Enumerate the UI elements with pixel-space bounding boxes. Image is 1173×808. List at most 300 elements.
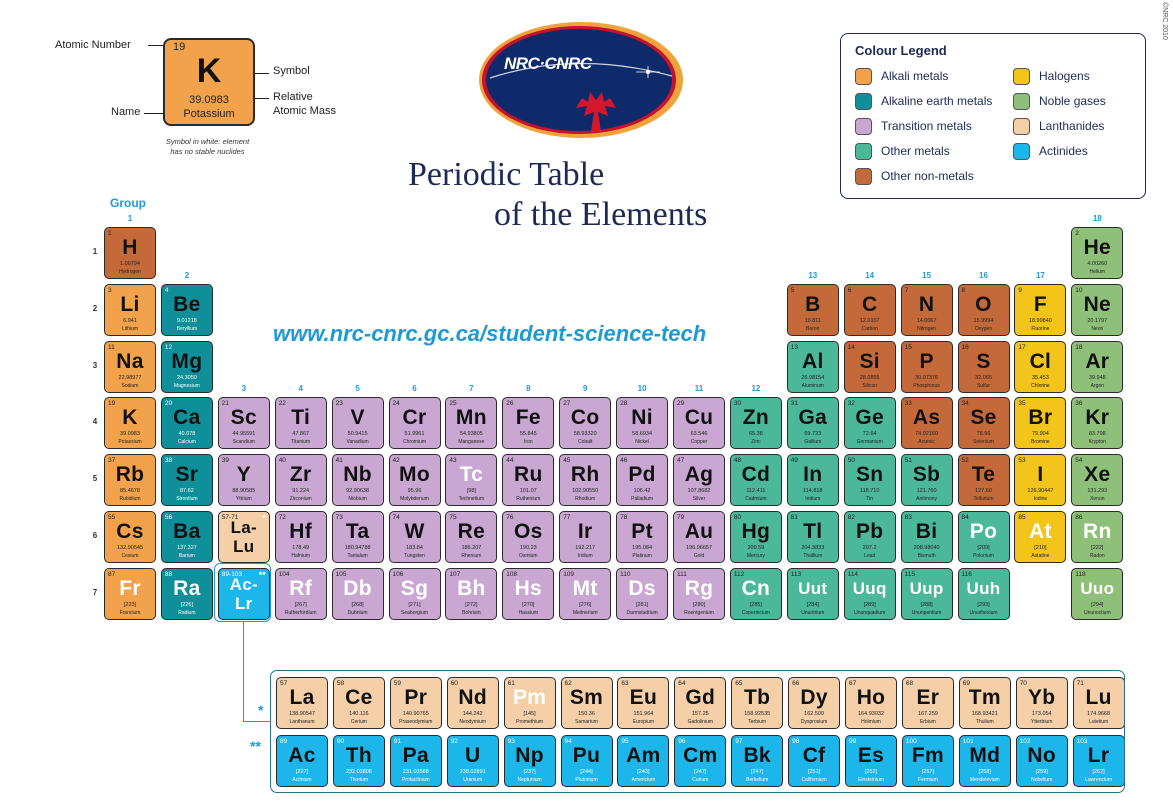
element-cell-rh[interactable] bbox=[559, 454, 611, 506]
colour-legend bbox=[840, 33, 1146, 199]
element-cell-se[interactable] bbox=[958, 397, 1010, 449]
atomic-number: 56 bbox=[164, 514, 173, 521]
element-name: Lutetium bbox=[1089, 719, 1109, 725]
element-name: Manganese bbox=[458, 439, 485, 446]
element-cell-o[interactable] bbox=[958, 284, 1010, 336]
element-name: Polonium bbox=[973, 553, 994, 559]
element-cell-ag[interactable] bbox=[673, 454, 725, 506]
element-name: Actinium bbox=[292, 777, 312, 783]
element-cell-ti[interactable] bbox=[275, 397, 327, 449]
element-cell-ds[interactable] bbox=[616, 568, 668, 620]
element-name: Lawrencium bbox=[1085, 777, 1113, 783]
element-name: Fermium bbox=[918, 777, 938, 783]
element-cell-bi[interactable] bbox=[901, 511, 953, 563]
element-name: Ununoctium bbox=[1083, 609, 1111, 616]
element-cell-rn[interactable] bbox=[1071, 511, 1123, 563]
element-name: Aluminum bbox=[801, 382, 824, 389]
element-cell-hf[interactable] bbox=[275, 511, 327, 563]
atomic-mass: 58.93320 bbox=[573, 431, 597, 438]
atomic-number: 22 bbox=[278, 400, 286, 408]
atomic-mass: 164.93032 bbox=[858, 711, 884, 717]
series-ref-marker: ** bbox=[258, 569, 266, 580]
atomic-number: 79 bbox=[677, 514, 685, 521]
atomic-mass: [267] bbox=[294, 601, 307, 608]
group-number: 13 bbox=[808, 270, 818, 280]
atomic-number: 86 bbox=[1075, 514, 1083, 521]
element-cell-ne[interactable] bbox=[1071, 284, 1123, 336]
atomic-mass: 20.1797 bbox=[1087, 317, 1108, 324]
page-title-line2: of the Elements bbox=[494, 196, 708, 233]
atomic-mass: 158.92535 bbox=[744, 711, 771, 717]
element-symbol: Ag bbox=[684, 463, 714, 487]
element-cell-n[interactable] bbox=[901, 284, 953, 336]
logo-graphic bbox=[476, 20, 690, 144]
element-name: Astatine bbox=[1031, 553, 1050, 559]
atomic-number: 33 bbox=[904, 400, 912, 408]
period-number: 1 bbox=[92, 247, 98, 256]
element-cell-uuo[interactable] bbox=[1071, 568, 1123, 620]
element-symbol: Lu bbox=[1085, 686, 1112, 709]
atomic-mass: 144.242 bbox=[462, 711, 483, 717]
group-number: 18 bbox=[1092, 214, 1102, 223]
atomic-mass: [223] bbox=[123, 601, 137, 608]
atomic-mass: 106.42 bbox=[633, 488, 651, 495]
element-symbol: In bbox=[803, 463, 823, 487]
group-number: 3 bbox=[241, 384, 247, 394]
atomic-mass: 102.90550 bbox=[572, 488, 599, 495]
element-cell-rg[interactable] bbox=[673, 568, 725, 620]
element-symbol: Cn bbox=[741, 576, 771, 600]
element-symbol: Ga bbox=[798, 406, 828, 430]
atomic-number: 81 bbox=[790, 514, 799, 521]
element-cell-h[interactable] bbox=[104, 227, 156, 279]
atomic-mass: 85.4678 bbox=[120, 488, 140, 495]
element-symbol: Y bbox=[236, 463, 251, 487]
element-cell-y[interactable] bbox=[218, 454, 270, 506]
element-cell-os[interactable] bbox=[502, 511, 554, 563]
atomic-number: 12 bbox=[164, 343, 173, 351]
element-name: Nickel bbox=[635, 439, 649, 446]
atomic-number: 91 bbox=[393, 738, 402, 745]
element-name: Silicon bbox=[862, 382, 878, 389]
element-symbol: Ra bbox=[173, 576, 201, 600]
element-cell-br[interactable] bbox=[1014, 397, 1066, 449]
element-symbol: Na bbox=[116, 349, 144, 373]
group-label: Group bbox=[110, 196, 146, 210]
element-cell-rb[interactable] bbox=[104, 454, 156, 506]
element-cell-tc[interactable] bbox=[445, 454, 497, 506]
atomic-mass: 10.811 bbox=[804, 317, 821, 324]
element-cell-uup[interactable] bbox=[901, 568, 953, 620]
element-symbol: Pa bbox=[402, 744, 429, 767]
atomic-number: 93 bbox=[507, 738, 515, 745]
element-name: Berkelium bbox=[746, 777, 769, 783]
legend-swatch bbox=[1013, 68, 1030, 85]
atomic-number: 37 bbox=[108, 457, 116, 465]
element-cell-f[interactable] bbox=[1014, 284, 1066, 336]
element-cell-p[interactable] bbox=[901, 341, 953, 393]
atomic-mass: 69.723 bbox=[804, 431, 822, 438]
element-symbol: Br bbox=[1028, 406, 1053, 430]
element-cell-hg[interactable] bbox=[730, 511, 782, 563]
element-name: Zirconium bbox=[289, 496, 312, 503]
legend-swatch bbox=[1013, 143, 1030, 160]
atomic-number: 82 bbox=[847, 514, 855, 521]
atomic-mass: 40.078 bbox=[178, 431, 196, 438]
element-symbol: Cs bbox=[116, 520, 144, 543]
atomic-number: 80 bbox=[733, 514, 742, 521]
legend-label: Other metals bbox=[881, 144, 950, 158]
element-cell-rf[interactable] bbox=[275, 568, 327, 620]
atomic-mass: 58.6934 bbox=[632, 431, 653, 438]
atomic-number: 111 bbox=[677, 570, 687, 578]
element-symbol: Li bbox=[120, 292, 140, 316]
element-cell-v[interactable] bbox=[332, 397, 384, 449]
atomic-mass: 18.99840 bbox=[1028, 317, 1052, 324]
element-cell-ir[interactable] bbox=[559, 511, 611, 563]
element-cell-w[interactable] bbox=[389, 511, 441, 563]
element-name: Hafnium bbox=[291, 553, 310, 559]
element-symbol: Pm bbox=[512, 686, 547, 709]
element-symbol: Ti bbox=[291, 406, 311, 430]
atomic-mass: 87.62 bbox=[180, 488, 194, 495]
atomic-mass: 6.941 bbox=[123, 317, 137, 324]
element-cell-he[interactable] bbox=[1071, 227, 1123, 279]
element-symbol: B bbox=[805, 292, 821, 316]
atomic-number: 27 bbox=[563, 400, 571, 408]
actinide-connector bbox=[243, 622, 244, 721]
element-symbol: Sc bbox=[230, 406, 257, 430]
element-symbol: V bbox=[350, 406, 365, 430]
element-cell-ar[interactable] bbox=[1071, 341, 1123, 393]
element-name: Thulium bbox=[975, 719, 994, 725]
element-symbol: No bbox=[1027, 744, 1056, 767]
element-symbol: Cl bbox=[1029, 349, 1052, 373]
atomic-number: 25 bbox=[449, 400, 457, 408]
element-symbol: Si bbox=[859, 349, 880, 373]
element-name: Copernicium bbox=[741, 609, 770, 616]
element-cell-b[interactable] bbox=[787, 284, 839, 336]
element-symbol: Bi bbox=[915, 520, 938, 543]
element-cell-zr[interactable] bbox=[275, 454, 327, 506]
atomic-number: 42 bbox=[392, 457, 400, 465]
element-symbol: Rn bbox=[1083, 520, 1112, 543]
atomic-mass: 9.01218 bbox=[176, 317, 197, 324]
element-cell-zn[interactable] bbox=[730, 397, 782, 449]
element-cell-in[interactable] bbox=[787, 454, 839, 506]
atomic-mass: 178.49 bbox=[292, 545, 310, 551]
atomic-number: 3 bbox=[108, 286, 112, 294]
element-cell-cr[interactable] bbox=[389, 397, 441, 449]
element-symbol: Rh bbox=[570, 463, 600, 487]
key-note-line1: Symbol in white: element bbox=[165, 137, 250, 146]
element-name: Oxygen bbox=[974, 325, 993, 332]
element-cell-ni[interactable] bbox=[616, 397, 668, 449]
element-cell-ge[interactable] bbox=[844, 397, 896, 449]
element-cell-k[interactable] bbox=[104, 397, 156, 449]
key-arrow bbox=[144, 113, 164, 114]
element-name: Cobalt bbox=[577, 439, 593, 446]
element-cell-mg[interactable] bbox=[161, 341, 213, 393]
element-symbol: Er bbox=[916, 686, 940, 709]
atomic-number: 64 bbox=[678, 680, 686, 687]
element-cell-la-lu[interactable] bbox=[218, 511, 270, 563]
element-cell-sr[interactable] bbox=[161, 454, 213, 506]
element-name: Meitnerium bbox=[572, 609, 598, 616]
element-name: Fluorine bbox=[1031, 325, 1050, 332]
element-symbol: Ru bbox=[514, 463, 543, 487]
element-cell-sc[interactable] bbox=[218, 397, 270, 449]
element-cell-cl[interactable] bbox=[1014, 341, 1066, 393]
element-name: Cerium bbox=[350, 719, 367, 725]
element-cell-hs[interactable] bbox=[502, 568, 554, 620]
element-cell-s[interactable] bbox=[958, 341, 1010, 393]
element-name: Lanthanum bbox=[289, 719, 315, 725]
element-name: Neptunium bbox=[517, 777, 542, 783]
element-cell-po[interactable] bbox=[958, 511, 1010, 563]
element-name: Darmstadtium bbox=[626, 609, 658, 616]
element-cell-li[interactable] bbox=[104, 284, 156, 336]
element-name: Ununquadium bbox=[854, 609, 886, 616]
element-cell-cs[interactable] bbox=[104, 511, 156, 563]
element-cell-sn[interactable] bbox=[844, 454, 896, 506]
element-symbol: Db bbox=[343, 576, 372, 600]
element-symbol: Ce bbox=[345, 686, 373, 709]
element-cell-uut[interactable] bbox=[787, 568, 839, 620]
element-symbol: Pb bbox=[855, 520, 884, 543]
atomic-mass: [247] bbox=[751, 769, 764, 775]
atomic-number: 106 bbox=[392, 570, 404, 578]
element-cell-cd[interactable] bbox=[730, 454, 782, 506]
element-name: Carbon bbox=[861, 325, 878, 332]
element-cell-tl[interactable] bbox=[787, 511, 839, 563]
element-cell-na[interactable] bbox=[104, 341, 156, 393]
element-cell-fr[interactable] bbox=[104, 568, 156, 620]
atomic-number: 13 bbox=[790, 343, 799, 351]
atomic-mass: [294] bbox=[1091, 601, 1104, 608]
element-cell-mo[interactable] bbox=[389, 454, 441, 506]
element-cell-ba[interactable] bbox=[161, 511, 213, 563]
element-cell-mn[interactable] bbox=[445, 397, 497, 449]
atomic-mass: 54.93805 bbox=[459, 431, 483, 438]
atomic-mass: 78.96 bbox=[976, 431, 991, 438]
element-cell-bh[interactable] bbox=[445, 568, 497, 620]
atomic-number: 74 bbox=[392, 514, 400, 521]
atomic-mass: 231.03588 bbox=[402, 769, 429, 775]
atomic-number: 4 bbox=[164, 286, 169, 294]
element-cell-ga[interactable] bbox=[787, 397, 839, 449]
element-symbol: N bbox=[918, 292, 935, 316]
element-cell-db[interactable] bbox=[332, 568, 384, 620]
element-name: Chromium bbox=[402, 439, 427, 446]
element-cell-re[interactable] bbox=[445, 511, 497, 563]
legend-swatch bbox=[855, 68, 872, 85]
element-cell-c[interactable] bbox=[844, 284, 896, 336]
element-name: Samarium bbox=[575, 719, 598, 725]
element-symbol: La- Lu bbox=[230, 518, 257, 556]
legend-label: Alkali metals bbox=[881, 69, 949, 83]
element-cell-uuq[interactable] bbox=[844, 568, 896, 620]
atomic-mass: 232.03806 bbox=[345, 769, 372, 775]
element-cell-pb[interactable] bbox=[844, 511, 896, 563]
group-number: 8 bbox=[526, 384, 531, 394]
key-symbol-label: Symbol bbox=[273, 65, 310, 77]
element-cell-pd[interactable] bbox=[616, 454, 668, 506]
atomic-number: 107 bbox=[449, 570, 461, 578]
element-name: Copper bbox=[690, 439, 708, 446]
atomic-mass: 204.3833 bbox=[801, 545, 825, 551]
atomic-number: 28 bbox=[620, 400, 628, 408]
atomic-number: 77 bbox=[563, 514, 571, 521]
legend-swatch bbox=[1013, 118, 1030, 135]
atomic-number: 18 bbox=[1075, 343, 1083, 351]
element-cell-fe[interactable] bbox=[502, 397, 554, 449]
element-symbol: Pu bbox=[572, 744, 601, 767]
element-name: Bromine bbox=[1031, 439, 1050, 446]
atomic-number: 53 bbox=[1018, 457, 1026, 465]
atomic-mass: 132.90545 bbox=[117, 545, 143, 551]
period-number: 3 bbox=[92, 360, 98, 370]
atomic-mass: [226] bbox=[180, 601, 193, 608]
element-name: Hydrogen bbox=[119, 269, 141, 275]
element-symbol: Uut bbox=[798, 578, 828, 598]
atomic-mass: 92.90638 bbox=[346, 488, 370, 495]
element-symbol: Hf bbox=[289, 520, 313, 543]
element-cell-ru[interactable] bbox=[502, 454, 554, 506]
atomic-mass: 151.964 bbox=[633, 711, 654, 717]
element-cell-si[interactable] bbox=[844, 341, 896, 393]
actinide-ref-frame bbox=[214, 563, 271, 622]
element-symbol: Uuq bbox=[852, 578, 887, 598]
element-name: Rhodium bbox=[575, 496, 596, 503]
atomic-number: 118 bbox=[1075, 570, 1086, 578]
element-cell-be[interactable] bbox=[161, 284, 213, 336]
element-cell-kr[interactable] bbox=[1071, 397, 1123, 449]
element-name: Francium bbox=[119, 609, 141, 616]
element-name: Cadmium bbox=[745, 496, 767, 503]
atomic-number: 50 bbox=[847, 457, 855, 465]
element-name: Nitrogen bbox=[917, 325, 937, 332]
element-name: Hassium bbox=[518, 609, 539, 616]
atomic-mass: 186.207 bbox=[461, 545, 482, 551]
atomic-mass: [271] bbox=[408, 601, 421, 608]
element-symbol: Zn bbox=[742, 406, 770, 430]
group-number: 7 bbox=[469, 384, 474, 394]
atomic-number: 23 bbox=[335, 400, 343, 408]
element-name: Mercury bbox=[746, 553, 765, 559]
atomic-number: 24 bbox=[392, 400, 400, 408]
atomic-mass: [259] bbox=[1035, 769, 1048, 775]
atomic-mass: 196.96657 bbox=[686, 545, 712, 551]
element-name: Californium bbox=[801, 777, 827, 783]
atomic-mass: 157.25 bbox=[691, 711, 709, 717]
period-number: 7 bbox=[92, 587, 98, 597]
atomic-mass: 192.217 bbox=[575, 545, 596, 551]
element-cell-te[interactable] bbox=[958, 454, 1010, 506]
atomic-mass: 91.224 bbox=[292, 488, 310, 495]
atomic-mass: 12.0107 bbox=[859, 317, 880, 324]
element-symbol: Rg bbox=[684, 576, 714, 600]
logo-text: NRC·CNRC bbox=[504, 54, 592, 73]
legend-label: Alkaline earth metals bbox=[881, 94, 993, 108]
atomic-number: 104 bbox=[278, 570, 290, 578]
element-symbol: Co bbox=[570, 406, 600, 430]
atomic-number: 90 bbox=[336, 738, 345, 745]
atomic-mass: 79.904 bbox=[1031, 431, 1049, 438]
element-cell-ca[interactable] bbox=[161, 397, 213, 449]
element-cell-i[interactable] bbox=[1014, 454, 1066, 506]
element-cell-pt[interactable] bbox=[616, 511, 668, 563]
element-cell-mt[interactable] bbox=[559, 568, 611, 620]
element-cell-ra[interactable] bbox=[161, 568, 213, 620]
atomic-number: 60 bbox=[450, 680, 458, 687]
atomic-mass: [293] bbox=[977, 601, 990, 608]
atomic-mass: 167.259 bbox=[917, 711, 938, 717]
element-cell-sg[interactable] bbox=[389, 568, 441, 620]
element-cell-ta[interactable] bbox=[332, 511, 384, 563]
atomic-number: 75 bbox=[449, 514, 457, 521]
element-cell-au[interactable] bbox=[673, 511, 725, 563]
atomic-mass: 162.500 bbox=[804, 711, 825, 717]
element-cell-sb[interactable] bbox=[901, 454, 953, 506]
atomic-mass: 114.818 bbox=[803, 488, 823, 495]
element-name: Neodymium bbox=[459, 719, 487, 725]
atomic-number: 97 bbox=[735, 738, 743, 745]
element-cell-cn[interactable] bbox=[730, 568, 782, 620]
element-cell-cu[interactable] bbox=[673, 397, 725, 449]
atomic-number: 34 bbox=[961, 400, 969, 408]
atomic-mass: 190.23 bbox=[519, 545, 537, 551]
element-cell-as[interactable] bbox=[901, 397, 953, 449]
element-symbol: Ta bbox=[345, 520, 370, 543]
website-link[interactable]: www.nrc-cnrc.gc.ca/student-science-tech bbox=[273, 321, 707, 346]
atomic-mass: 101.07 bbox=[519, 488, 537, 495]
element-symbol: At bbox=[1029, 520, 1052, 543]
atomic-number: 73 bbox=[335, 514, 343, 521]
element-name: Seaborgium bbox=[401, 609, 428, 616]
atomic-number: 89-103 bbox=[221, 570, 243, 578]
element-cell-al[interactable] bbox=[787, 341, 839, 393]
atomic-number: 35 bbox=[1018, 400, 1026, 408]
atomic-number: 32 bbox=[847, 400, 855, 408]
element-name: Arsenic bbox=[918, 439, 935, 446]
element-cell-co[interactable] bbox=[559, 397, 611, 449]
element-symbol: Pd bbox=[628, 463, 656, 487]
atomic-mass: 88.90585 bbox=[232, 488, 256, 495]
element-name: Tellurium bbox=[973, 496, 994, 503]
atomic-mass: [289] bbox=[863, 601, 876, 608]
atomic-number: 114 bbox=[847, 570, 859, 578]
atomic-number: 57-71 bbox=[221, 514, 239, 521]
element-cell-xe[interactable] bbox=[1071, 454, 1123, 506]
legend-label: Actinides bbox=[1039, 144, 1088, 158]
atomic-number: 39 bbox=[221, 457, 230, 465]
atomic-number: 15 bbox=[904, 343, 912, 351]
atomic-number: 88 bbox=[164, 570, 173, 578]
atomic-mass: 1.00794 bbox=[120, 261, 140, 267]
atomic-mass: [284] bbox=[806, 601, 819, 608]
legend-label: Transition metals bbox=[881, 119, 972, 133]
element-cell-nb[interactable] bbox=[332, 454, 384, 506]
element-cell-uuh[interactable] bbox=[958, 568, 1010, 620]
element-symbol: Zr bbox=[289, 463, 312, 487]
element-name: Krypton bbox=[1088, 439, 1106, 446]
element-symbol: Ba bbox=[173, 520, 201, 543]
element-name: Argon bbox=[1090, 382, 1104, 389]
atomic-number: 6 bbox=[847, 286, 852, 294]
element-cell-at[interactable] bbox=[1014, 511, 1066, 563]
atomic-number: 65 bbox=[735, 680, 743, 687]
